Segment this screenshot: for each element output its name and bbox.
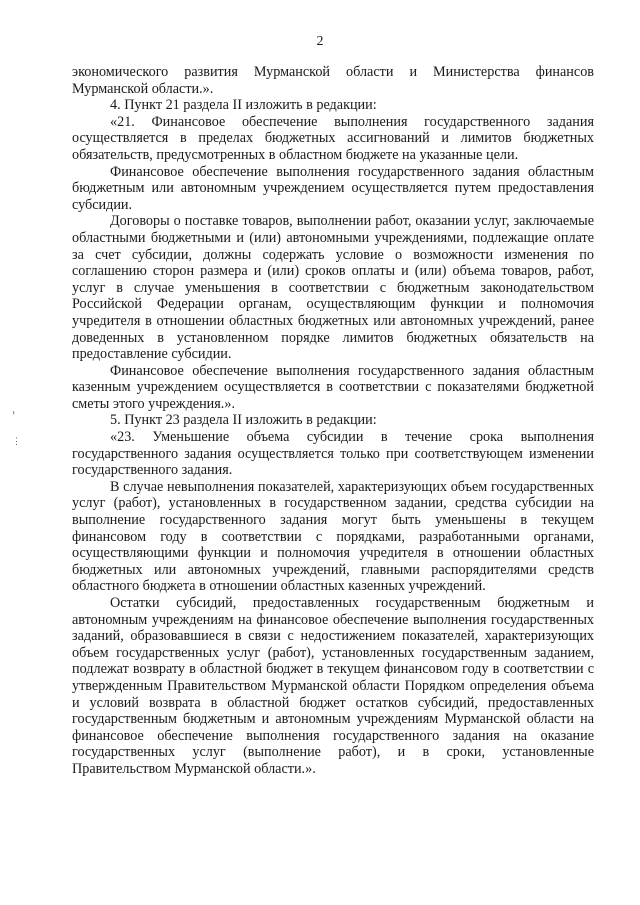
paragraph: Финансовое обеспечение выполнения государственного задания областным бюджетным или автономным учреждением осуществляется путем предоставления субсидии. xyxy=(72,163,594,213)
page-number: 2 xyxy=(316,34,324,49)
paragraph: Остатки субсидий, предоставленных государственным бюджетным и автономным учреждениям на финансовое обеспечение выполнения государственных заданий, образовавшиеся в связи с недостижением показателей, характеризующих объем государственных услуг (работ), установленных государственным заданием, подлежат возврату в областной бюджет в текущем финансовом году в соответствии с утвержденным Правительством Мурманской области Порядком определения объема и условий возврата в областной бюджет остатков субсидий, предоставленных государственным бюджетным и автономным учреждениям Мурманской области на финансовое обеспечение выполнения государственного задания на оказание государственных услуг (выполнение работ), и в сроки, установленные Правительством Мурманской области.». xyxy=(72,595,594,777)
paragraph: Финансовое обеспечение выполнения государственного задания областным казенным учреждением осуществляется в соответствии с показателями бюджетной сметы этого учреждения.». xyxy=(72,362,594,412)
paragraph: 4. Пункт 21 раздела II изложить в редакции: xyxy=(110,97,377,114)
paragraph: 5. Пункт 23 раздела II изложить в редакции: xyxy=(110,412,377,429)
paragraph: В случае невыполнения показателей, характеризующих объем государственных услуг (работ), установленных в государственном задании, средства субсидии на выполнение государственного задания могут быть уменьшены в текущем финансовом году в соответствии с порядками, разработанными органами, осуществляющими функции и полномочия учредителя в отношении областных бюджетных или автономных учреждений, главными распорядителями средств областного бюджета в отношении областных казенных учреждений. xyxy=(72,478,594,595)
paragraph: экономического развития Мурманской области и Министерства финансов Мурманской области.». xyxy=(72,64,594,97)
document-body xyxy=(72,64,594,778)
paragraph: «23. Уменьшение объема субсидии в течение срока выполнения государственного задания осуществляется только при соответствующем изменении государственного задания. xyxy=(72,429,594,479)
margin-scan-mark: ⋮ xyxy=(12,436,21,446)
paragraph: Договоры о поставке товаров, выполнении работ, оказании услуг, заключаемые областными бюджетными и (или) автономными учреждениями, подлежащие оплате за счет субсидии, должны содержать условие о возможности изменения по соглашению сторон размера и (или) сроков оплаты и (или) объема товаров, работ, услуг в случае уменьшения в соответствии с бюджетным законодательством Российской Федерации органам, осуществляющим функции и полномочия учредителя в отношении областных бюджетных или автономных учреждений, ранее доведенных в установленном порядке лимитов бюджетных обязательств на предоставление субсидии. xyxy=(72,213,594,363)
margin-scan-mark: › xyxy=(12,407,15,417)
paragraph: «21. Финансовое обеспечение выполнения государственного задания осуществляется в пределах бюджетных ассигнований и лимитов бюджетных обязательств, предусмотренных в областном бюджете на указанные цели. xyxy=(72,113,594,163)
